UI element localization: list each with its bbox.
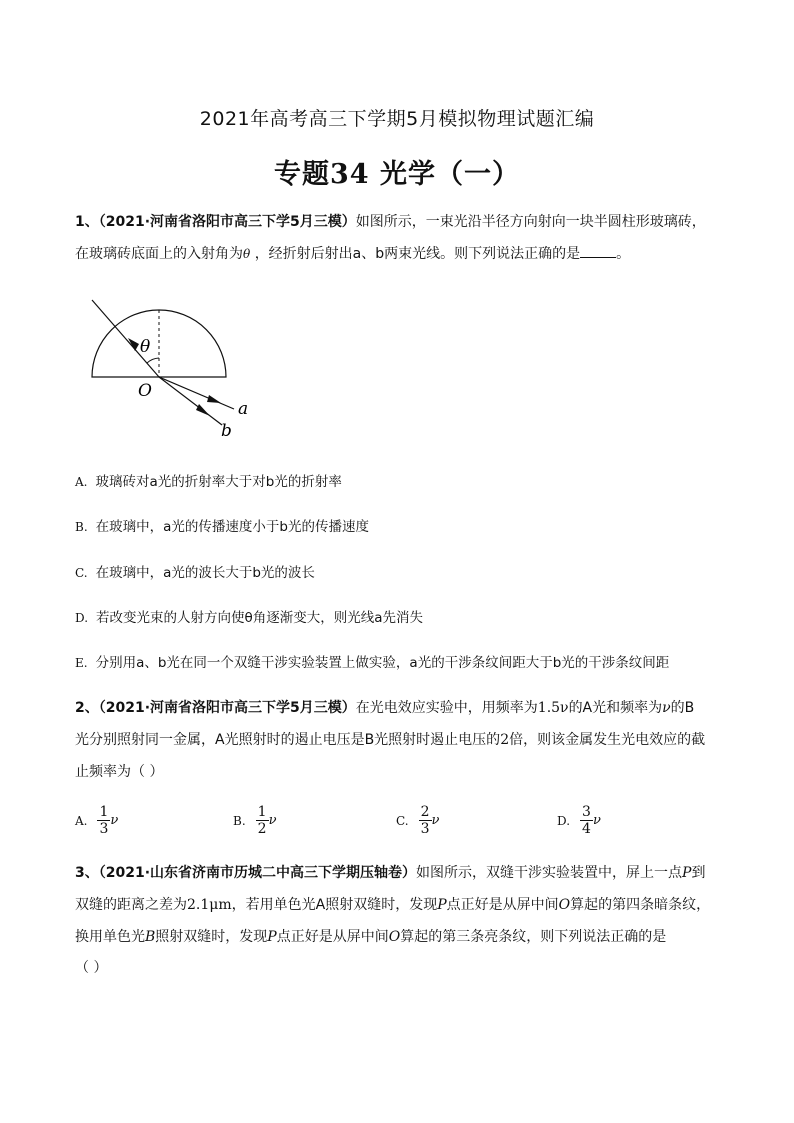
option-variable: ν <box>431 813 440 828</box>
q3-p: P <box>437 897 447 913</box>
q3-p: P <box>682 865 692 881</box>
q3-o: O <box>558 897 571 913</box>
q3-line2 <box>75 895 710 915</box>
q1-option-c[interactable] <box>75 563 315 583</box>
page-title: 专题34 光学（一） <box>274 159 520 190</box>
q1-text-1: 如图所示，一束光沿半径方向射向一块半圆柱形玻璃砖， <box>355 214 706 230</box>
option-text: 在玻璃中，a光的传播速度小于b光的传播速度 <box>95 519 369 535</box>
option-variable: ν <box>110 813 119 828</box>
q1-option-d[interactable] <box>75 608 423 628</box>
q2-freq-a: 1.5ν <box>537 700 569 716</box>
q3-b: B <box>145 929 156 945</box>
q2-line3 <box>75 762 163 782</box>
option-text: 若改变光束的人射方向使θ角逐渐变大，则光线a先消失 <box>96 610 424 626</box>
q3-text-4: ，若用单色光A照射双缝时，发现 <box>231 897 438 913</box>
q3-text-3: 双缝的距离之差为 <box>75 897 187 913</box>
q2-number: 2、 <box>75 700 99 716</box>
q1-line2 <box>75 243 630 264</box>
q3-text-6: 算起的第四条暗条纹， <box>570 897 711 913</box>
q1-option-e[interactable] <box>75 653 669 673</box>
option-variable: ν <box>592 813 601 828</box>
q2-line2 <box>75 730 705 750</box>
fig-theta-label: θ <box>140 337 151 357</box>
q3-line3 <box>75 927 666 947</box>
q2-freq-b: ν <box>662 700 671 716</box>
q2-option-a[interactable] <box>75 804 118 837</box>
option-letter: A. <box>75 813 88 828</box>
option-letter: C. <box>396 813 409 828</box>
q2-text-5: 倍，则该金属发生光电效应的截 <box>509 732 706 748</box>
q1-text-3: ，经折射后射出a、b两束光线。则下列说法正确的是 <box>254 246 581 262</box>
q3-text-2: 到 <box>691 865 706 881</box>
option-letter: B. <box>75 520 88 534</box>
fraction-numerator: 1 <box>99 804 109 820</box>
q1-theta: θ <box>243 247 251 261</box>
q2-option-c[interactable] <box>396 804 439 837</box>
fraction <box>419 804 432 837</box>
q1-number: 1、 <box>75 214 99 230</box>
q3-p: P <box>267 929 277 945</box>
fraction-denominator: 2 <box>257 821 267 837</box>
q3-line1 <box>75 863 705 883</box>
q1-option-b[interactable] <box>75 517 369 537</box>
q1-answer-blank <box>580 243 616 258</box>
q1-refraction-figure <box>84 290 274 450</box>
angle-arc <box>147 358 159 363</box>
option-letter: D. <box>75 611 89 625</box>
option-letter: C. <box>75 566 88 580</box>
option-letter: B. <box>233 813 246 828</box>
fraction-numerator: 3 <box>582 804 591 820</box>
q3-text-10: 算起的第三条亮条纹，则下列说法正确的是 <box>400 929 667 945</box>
q3-source: （2021·山东省济南市历城二中高三下学期压轴卷） <box>98 865 417 881</box>
ray-b-arrow <box>196 404 210 416</box>
q2-line1 <box>75 698 694 718</box>
option-letter: E. <box>75 656 88 670</box>
q3-text-8: 照射双缝时，发现 <box>155 929 268 945</box>
option-variable: ν <box>268 813 277 828</box>
q3-text-11: （ ） <box>75 960 108 976</box>
option-letter: A. <box>75 475 88 489</box>
q3-line4 <box>75 958 107 978</box>
q2-text-2: 的A光和频率为 <box>568 700 663 716</box>
fraction-numerator: 1 <box>257 804 267 820</box>
q3-text-5: 点正好是从屏中间 <box>446 897 559 913</box>
super-title: 2021年高考高三下学期5月模拟物理试题汇编 <box>199 108 595 130</box>
fraction <box>580 804 593 837</box>
ray-a-arrow <box>207 395 221 403</box>
q2-times: 2 <box>500 732 510 748</box>
fraction <box>256 804 269 837</box>
option-letter: D. <box>557 813 571 828</box>
fraction-numerator: 2 <box>420 804 430 820</box>
q2-option-d[interactable] <box>557 804 601 837</box>
fraction <box>97 804 110 837</box>
q2-source: （2021·河南省洛阳市高三下学5月三模） <box>98 700 356 716</box>
q1-text-2: 在玻璃砖底面上的入射角为 <box>75 246 243 262</box>
fraction-denominator: 4 <box>582 821 591 837</box>
q3-o: O <box>388 929 401 945</box>
fraction-denominator: 3 <box>420 821 430 837</box>
q2-text-3: 的B <box>670 700 695 716</box>
fig-b-label: b <box>221 421 232 441</box>
incident-arrow <box>128 338 139 351</box>
q2-text-6: 止频率为（ ） <box>75 764 164 780</box>
option-text: 玻璃砖对a光的折射率大于对b光的折射率 <box>95 474 342 490</box>
fig-o-label: O <box>138 381 152 401</box>
option-text: 在玻璃中，a光的波长大于b光的波长 <box>95 565 315 581</box>
fig-a-label: a <box>238 399 249 419</box>
q3-number: 3、 <box>75 865 99 881</box>
q3-text-9: 点正好是从屏中间 <box>276 929 389 945</box>
q3-text-7: 换用单色光 <box>75 929 145 945</box>
ray-a <box>159 377 234 409</box>
q1-text-end: 。 <box>616 246 631 262</box>
q2-text-1: 在光电效应实验中，用频率为 <box>355 700 538 716</box>
option-text: 分别用a、b光在同一个双缝干涉实验装置上做实验，a光的干涉条纹间距大于b光的干涉条纹间距 <box>95 655 670 671</box>
fraction-denominator: 3 <box>99 821 109 837</box>
q2-text-4: 光分别照射同一金属，A光照射时的遏止电压是B光照射时遏止电压的 <box>75 732 501 748</box>
q3-text-1: 如图所示，双缝干涉实验装置中，屏上一点 <box>416 865 683 881</box>
q1-line1 <box>75 212 706 232</box>
q1-option-a[interactable] <box>75 472 342 492</box>
q1-source: （2021·河南省洛阳市高三下学5月三模） <box>98 214 356 230</box>
q3-distance: 2.1μm <box>187 897 232 913</box>
q2-option-b[interactable] <box>233 804 276 837</box>
